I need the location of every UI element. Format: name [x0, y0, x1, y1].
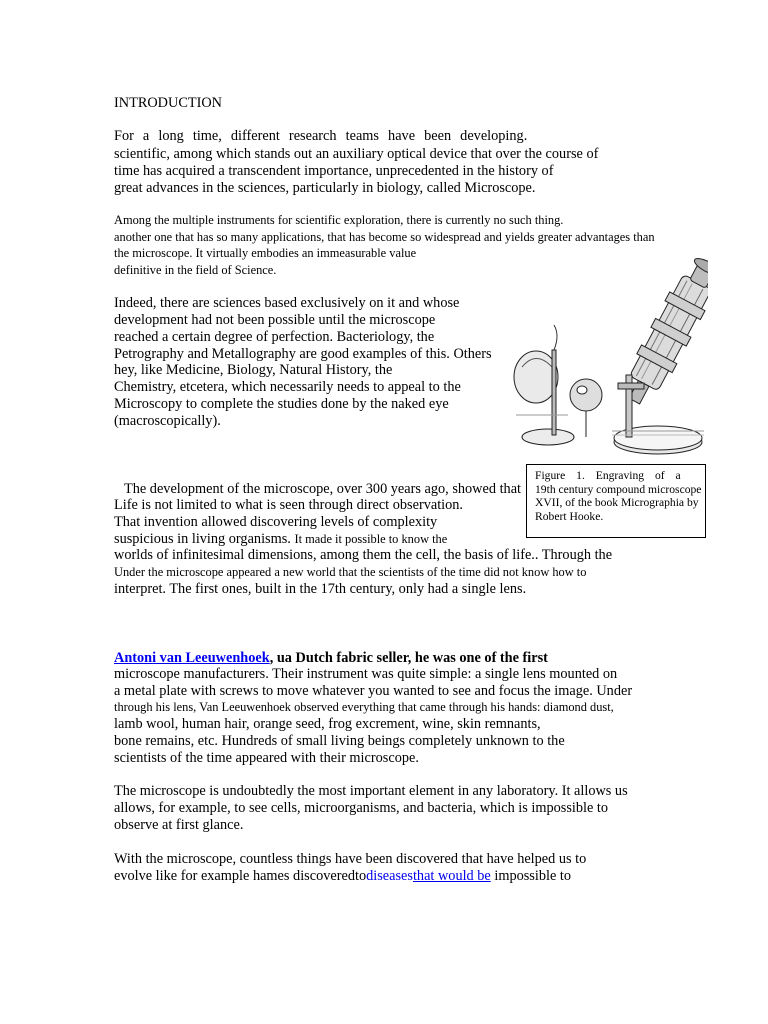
- text-line: [114, 531, 447, 548]
- text-line: great advances in the sciences, particularly in biology, called Microscope.: [114, 180, 536, 196]
- heading: INTRODUCTION: [114, 95, 223, 111]
- that-would-be-link[interactable]: that would be: [412, 868, 491, 884]
- text-segment: evolve like for example hames discoveredto: [114, 868, 367, 884]
- text-line: development had not been possible until the microscope: [114, 312, 436, 328]
- caption-line: Robert Hooke.: [535, 509, 604, 523]
- text-line: Life is not limited to what is seen through direct observation.: [114, 497, 464, 513]
- figure-caption: [526, 464, 706, 538]
- text-line: bone remains, etc. Hundreds of small living beings completely unknown to the: [114, 733, 565, 749]
- text-line: Indeed, there are sciences based exclusively on it and whose: [114, 295, 460, 311]
- caption-line: XVII, of the book Micrographia by: [535, 496, 699, 509]
- text-line: The development of the microscope, over 300 years ago, showed that: [124, 481, 522, 497]
- text-line: [114, 868, 571, 885]
- text-line: microscope manufacturers. Their instrument was quite simple: a single lens mounted on: [114, 666, 618, 682]
- caption-line: 19th century compound microscope: [535, 482, 702, 496]
- text-line: worlds of infinitesimal dimensions, among them the cell, the basis of life.. Through the: [114, 547, 613, 563]
- caption-line: Figure 1. Engraving of a: [535, 469, 681, 482]
- text-line: another one that has so many applications, that has become so widespread and yields greater advantages than: [114, 230, 655, 244]
- text-segment: impossible to: [490, 868, 572, 884]
- text-line: observe at first glance.: [114, 817, 244, 833]
- text-line: Among the multiple instruments for scientific exploration, there is currently no such thing.: [114, 213, 564, 227]
- text-line: scientists of the time appeared with their microscope.: [114, 750, 419, 766]
- text-line: hey, like Medicine, Biology, Natural History, the: [114, 362, 393, 378]
- text-line: allows, for example, to see cells, microorganisms, and bacteria, which is impossible to: [114, 800, 609, 816]
- text-line: a metal plate with screws to move whatever you wanted to see and focus the image. Under: [114, 683, 633, 699]
- text-segment: It made it possible to know the: [294, 532, 448, 546]
- text-line: Chemistry, etcetera, which necessarily needs to appeal to the: [114, 379, 461, 395]
- text-segment: , ua Dutch fabric seller, he was one of the first: [269, 650, 548, 666]
- text-line: time has acquired a transcendent importance, unprecedented in the history of: [114, 163, 554, 179]
- text-line: (macroscopically).: [114, 413, 221, 429]
- text-segment: suspicious in living organisms.: [114, 531, 291, 547]
- text-line: interpret. The first ones, built in the 17th century, only had a single lens.: [114, 581, 527, 597]
- text-line: the microscope. It virtually embodies an immeasurable value: [114, 246, 417, 260]
- text-line: through his lens, Van Leeuwenhoek observed everything that came through his hands: diamond dust,: [114, 700, 614, 714]
- text-line: Microscopy to complete the studies done by the naked eye: [114, 396, 449, 412]
- leeuwenhoek-link[interactable]: Antoni van Leeuwenhoek: [114, 650, 270, 666]
- text-line: The microscope is undoubtedly the most important element in any laboratory. It allows us: [114, 783, 628, 799]
- diseases-link[interactable]: diseases: [366, 868, 413, 884]
- text-line: lamb wool, human hair, orange seed, frog excrement, wine, skin remnants,: [114, 716, 541, 732]
- text-line: Under the microscope appeared a new world that the scientists of the time did not know how to: [114, 565, 587, 579]
- text-line: Petrography and Metallography are good examples of this. Others: [114, 346, 492, 362]
- text-line: For a long time, different research teams have been developing.: [114, 128, 528, 144]
- text-line: scientific, among which stands out an auxiliary optical device that over the course of: [114, 146, 599, 162]
- text-line: reached a certain degree of perfection. Bacteriology, the: [114, 329, 435, 345]
- microscope-engraving-image: [508, 255, 708, 460]
- text-line: That invention allowed discovering levels of complexity: [114, 514, 438, 530]
- text-line: With the microscope, countless things have been discovered that have helped us to: [114, 851, 587, 867]
- text-line: [114, 650, 548, 667]
- text-line: definitive in the field of Science.: [114, 263, 277, 277]
